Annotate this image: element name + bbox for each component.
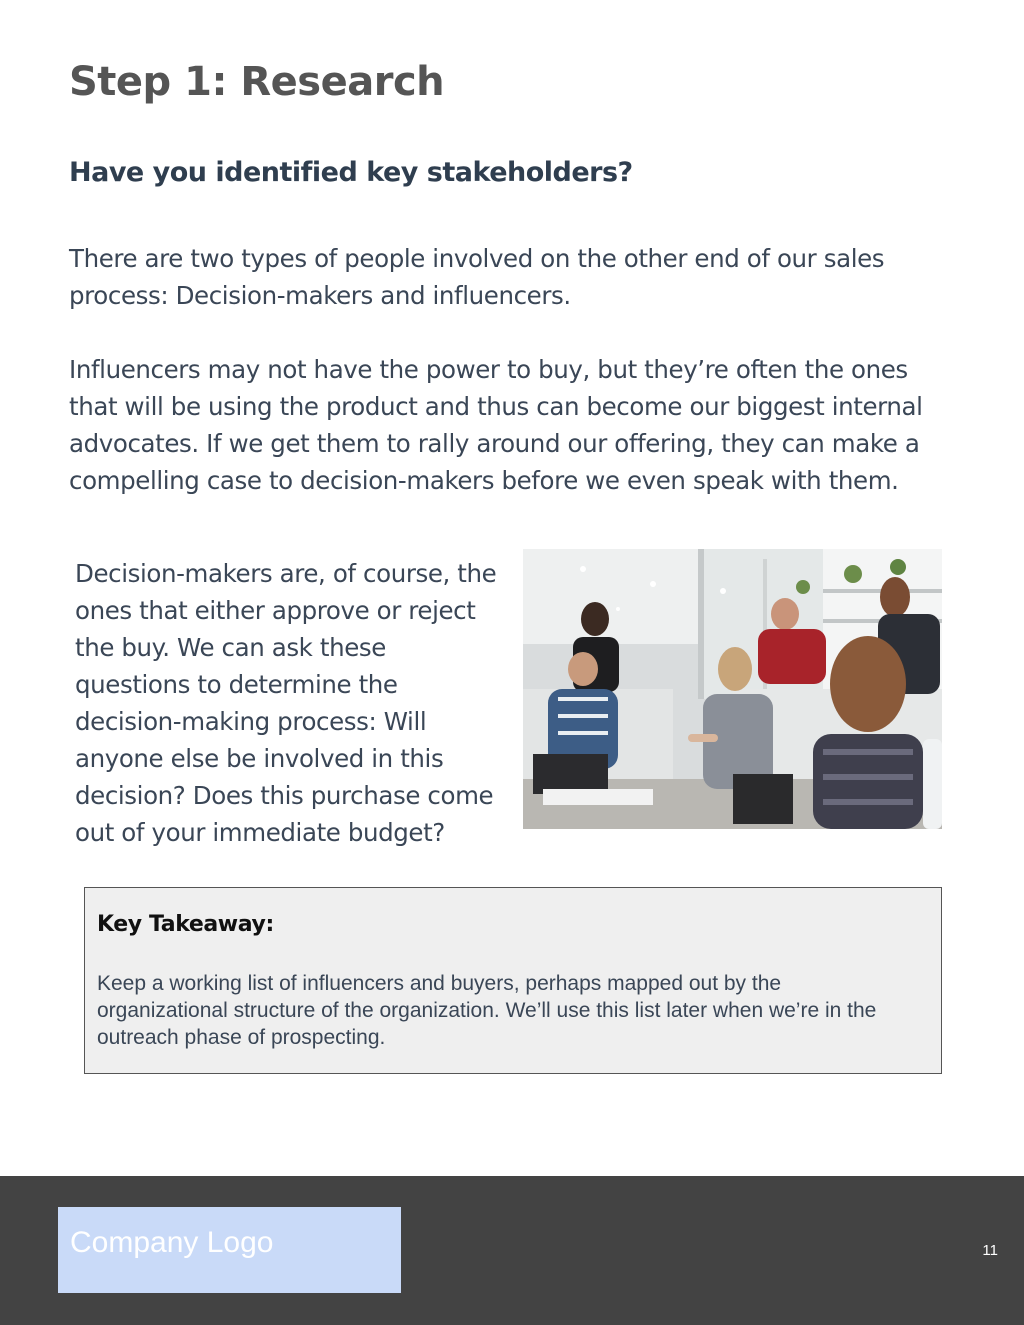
- page-title: Step 1: Research: [69, 59, 445, 105]
- section-heading: Have you identified key stakeholders?: [69, 157, 633, 188]
- paragraph-sales-process: There are two types of people involved on the other end of our sales process: Decision-makers and influencers.: [69, 244, 885, 310]
- page-number: 11: [982, 1242, 998, 1259]
- page-footer: [0, 1176, 1024, 1325]
- key-takeaway-text: Keep a working list of influencers and buyers, perhaps mapped out by the organizational structure of the organization. We’ll use this list later when we’re in the outreach phase of prospecting.: [97, 972, 877, 1049]
- paragraph-decision-makers: Decision-makers are, of course, the ones that either approve or reject the buy. We can ask these questions to determine the decision-making process: Will anyone else be involved in this decision? Does this purchase come out of your immediate budget?: [75, 559, 497, 847]
- key-takeaway-title: Key Takeaway:: [97, 912, 274, 937]
- meeting-photo: [523, 549, 942, 829]
- key-takeaway-box: [84, 887, 942, 1074]
- paragraph-influencers: Influencers may not have the power to buy, but they’re often the ones that will be using the product and thus can become our biggest internal advocates. If we get them to rally around our offering, they can make a compelling case to decision-makers before we even speak with them.: [69, 355, 923, 495]
- company-logo-text: Company Logo: [70, 1226, 274, 1259]
- company-logo: [58, 1207, 401, 1293]
